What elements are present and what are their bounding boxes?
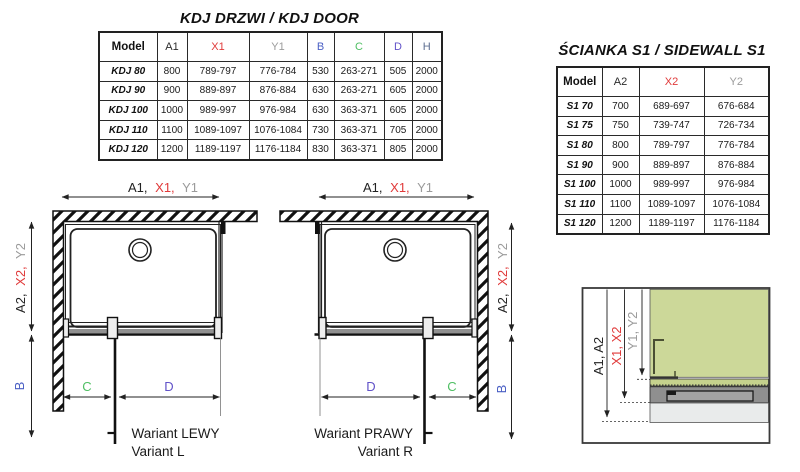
- variant-left-caption-pl: Wariant LEWY: [131, 426, 220, 441]
- model-cell: S1 90: [557, 155, 602, 175]
- model-cell: S1 110: [557, 194, 602, 214]
- value-cell: 900: [157, 81, 187, 101]
- model-cell: KDJ 80: [99, 62, 157, 82]
- value-cell: 1176-1184: [249, 140, 307, 160]
- model-cell: KDJ 120: [99, 140, 157, 160]
- value-cell: 776-784: [704, 136, 769, 156]
- value-cell: 900: [602, 155, 639, 175]
- value-cell: 530: [307, 62, 334, 82]
- b-dim-label: B: [494, 384, 509, 394]
- value-cell: 363-371: [334, 120, 384, 140]
- column-header-y1: Y1: [249, 32, 307, 62]
- column-header-model: Model: [557, 67, 602, 97]
- value-cell: 1100: [157, 120, 187, 140]
- value-cell: 889-897: [639, 155, 704, 175]
- plan-view-variant-left: [12, 180, 257, 459]
- column-header-x2: X2: [639, 67, 704, 97]
- section-x-label: X1, X2: [609, 326, 624, 366]
- column-header-x1: X1: [187, 32, 249, 62]
- value-cell: 363-371: [334, 140, 384, 160]
- value-cell: 1076-1084: [249, 120, 307, 140]
- value-cell: 789-797: [187, 62, 249, 82]
- column-header-a1: A1: [157, 32, 187, 62]
- value-cell: 605: [384, 101, 412, 121]
- value-cell: 2000: [412, 140, 442, 160]
- side-depth-label: A2, X2, Y2: [13, 243, 28, 313]
- value-cell: 789-797: [639, 136, 704, 156]
- c-dim-label: C: [82, 379, 92, 394]
- value-cell: 876-884: [704, 155, 769, 175]
- section-a-label: A1, A2: [591, 336, 606, 376]
- model-cell: KDJ 110: [99, 120, 157, 140]
- column-header-c: C: [334, 32, 384, 62]
- plan-view-variant-right: [280, 180, 512, 459]
- value-cell: 700: [602, 97, 639, 117]
- value-cell: 976-984: [249, 101, 307, 121]
- installation-section-detail: [583, 288, 770, 443]
- value-cell: 989-997: [639, 175, 704, 195]
- value-cell: 805: [384, 140, 412, 160]
- model-cell: S1 70: [557, 97, 602, 117]
- value-cell: 630: [307, 81, 334, 101]
- floor-layers: [650, 379, 769, 423]
- value-cell: 1089-1097: [187, 120, 249, 140]
- d-dim-label: D: [366, 379, 376, 394]
- value-cell: 750: [602, 116, 639, 136]
- drain-icon: [129, 239, 151, 261]
- column-header-h: H: [412, 32, 442, 62]
- value-cell: 989-997: [187, 101, 249, 121]
- open-door-leaf: [424, 338, 433, 444]
- variant-right-caption-en: Variant R: [357, 444, 413, 459]
- value-cell: 730: [307, 120, 334, 140]
- value-cell: 630: [307, 101, 334, 121]
- top-width-label: A1, X1, Y1: [363, 180, 433, 195]
- variant-right-caption-pl: Wariant PRAWY: [314, 426, 413, 441]
- variant-left-caption-en: Variant L: [131, 444, 185, 459]
- value-cell: 705: [384, 120, 412, 140]
- value-cell: 889-897: [187, 81, 249, 101]
- value-cell: 676-684: [704, 97, 769, 117]
- value-cell: 830: [307, 140, 334, 160]
- value-cell: 263-271: [334, 62, 384, 82]
- section-y-label: Y1, Y2: [625, 311, 640, 351]
- c-dim-label: C: [447, 379, 457, 394]
- value-cell: 2000: [412, 81, 442, 101]
- column-header-model: Model: [99, 32, 157, 62]
- wall-section-area: [650, 289, 769, 377]
- value-cell: 1189-1197: [639, 214, 704, 234]
- value-cell: 739-747: [639, 116, 704, 136]
- model-cell: S1 100: [557, 175, 602, 195]
- value-cell: 363-371: [334, 101, 384, 121]
- value-cell: 876-884: [249, 81, 307, 101]
- value-cell: 1189-1197: [187, 140, 249, 160]
- value-cell: 776-784: [249, 62, 307, 82]
- value-cell: 1000: [602, 175, 639, 195]
- b-dim-label: B: [12, 381, 27, 391]
- side-depth-label: A2, X2, Y2: [495, 243, 510, 313]
- column-header-b: B: [307, 32, 334, 62]
- model-cell: S1 75: [557, 116, 602, 136]
- top-width-label: A1, X1, Y1: [128, 180, 198, 195]
- model-cell: KDJ 100: [99, 101, 157, 121]
- value-cell: 1000: [157, 101, 187, 121]
- value-cell: 689-697: [639, 97, 704, 117]
- sidewall-table-title: ŚCIANKA S1 / SIDEWALL S1: [558, 42, 766, 59]
- door-table-title: KDJ DRZWI / KDJ DOOR: [179, 10, 359, 27]
- column-header-a2: A2: [602, 67, 639, 97]
- d-dim-label: D: [164, 379, 174, 394]
- value-cell: 2000: [412, 101, 442, 121]
- value-cell: 726-734: [704, 116, 769, 136]
- value-cell: 976-984: [704, 175, 769, 195]
- model-cell: S1 120: [557, 214, 602, 234]
- value-cell: 1176-1184: [704, 214, 769, 234]
- model-cell: S1 80: [557, 136, 602, 156]
- value-cell: 800: [157, 62, 187, 82]
- value-cell: 1076-1084: [704, 194, 769, 214]
- drain-icon: [384, 239, 406, 261]
- value-cell: 505: [384, 62, 412, 82]
- value-cell: 2000: [412, 120, 442, 140]
- column-header-y2: Y2: [704, 67, 769, 97]
- value-cell: 1100: [602, 194, 639, 214]
- open-door-leaf: [108, 338, 117, 444]
- model-cell: KDJ 90: [99, 81, 157, 101]
- value-cell: 263-271: [334, 81, 384, 101]
- value-cell: 1200: [602, 214, 639, 234]
- value-cell: 605: [384, 81, 412, 101]
- value-cell: 1200: [157, 140, 187, 160]
- value-cell: 800: [602, 136, 639, 156]
- value-cell: 2000: [412, 62, 442, 82]
- column-header-d: D: [384, 32, 412, 62]
- value-cell: 1089-1097: [639, 194, 704, 214]
